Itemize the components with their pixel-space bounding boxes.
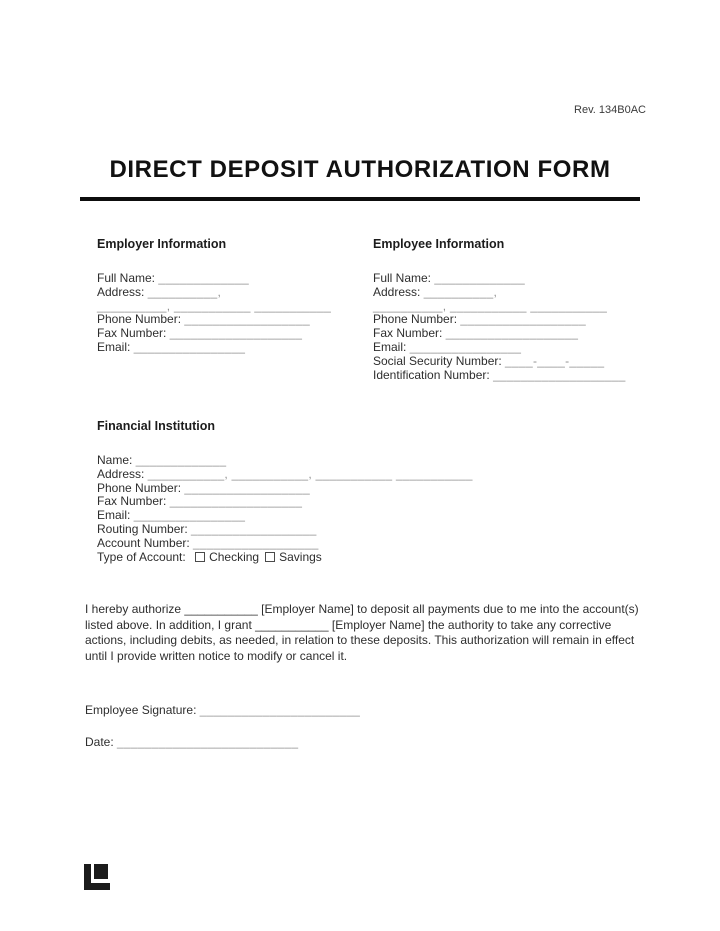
financial-institution-section xyxy=(97,419,642,564)
field-label: Address: xyxy=(97,466,148,481)
field-blank[interactable]: _____________ xyxy=(434,271,526,285)
field-row xyxy=(373,369,641,383)
field-label: Full Name: xyxy=(97,271,159,285)
field-row xyxy=(373,300,641,314)
field-label: Account Number: xyxy=(97,535,194,550)
field-blank[interactable]: __________________ xyxy=(193,535,319,550)
field-blank[interactable]: ________________ xyxy=(409,339,522,354)
field-row xyxy=(97,300,365,314)
field-blank[interactable]: __________________ xyxy=(460,312,586,327)
field-blank[interactable]: __________, ___________ ___________ xyxy=(373,298,608,313)
field-label: Type of Account: xyxy=(97,549,190,564)
date-label: Date: xyxy=(85,735,114,749)
field-row xyxy=(97,313,365,327)
employee-signature-label: Employee Signature: xyxy=(85,703,197,717)
field-row xyxy=(373,327,641,341)
field-label: Routing Number: xyxy=(97,521,192,536)
employee-fields xyxy=(373,272,641,382)
field-label: Full Name: xyxy=(373,271,435,285)
field-blank[interactable]: _____________ xyxy=(158,271,250,285)
field-row xyxy=(97,523,642,537)
field-row xyxy=(97,495,642,509)
field-blank[interactable]: __________, xyxy=(147,284,222,299)
field-label: Fax Number: xyxy=(373,326,446,341)
financial-fields xyxy=(97,454,642,564)
employer-section-heading: Employer Information xyxy=(97,237,227,251)
field-blank[interactable]: ___________________ xyxy=(445,326,579,341)
field-row xyxy=(97,509,642,523)
title-divider xyxy=(80,197,640,201)
field-label: Email: xyxy=(373,339,410,354)
field-label: Identification Number: xyxy=(373,367,494,382)
field-label: Name: xyxy=(97,453,136,467)
employee-signature-blank[interactable]: _______________________ xyxy=(199,703,361,717)
field-blank[interactable]: ________________ xyxy=(133,508,246,523)
revision-code: Rev. 134B0AC xyxy=(574,104,646,116)
logo-block xyxy=(94,864,108,879)
employee-signature-row xyxy=(85,703,360,717)
field-row xyxy=(97,327,365,341)
checkbox-label: Checking xyxy=(209,549,260,564)
authorization-paragraph: I hereby authorize ___________ [Employer Name] to deposit all payments due to me into the account(s) listed above. In addition, I grant ___________ [Employer Name] the authority to take any corrective actions, including debits, as needed, in relation to these deposits. This authorization will remain in effect until I provide written notice to modify or cancel it. xyxy=(85,602,639,663)
field-blank[interactable]: ___________, ___________, ___________ ___________ xyxy=(147,466,473,481)
checkbox-checking[interactable] xyxy=(195,552,205,562)
field-blank[interactable]: ___________________ xyxy=(493,367,626,382)
field-blank[interactable]: __________________ xyxy=(184,312,310,327)
field-label: Email: xyxy=(97,508,134,523)
field-row xyxy=(97,341,365,355)
employer-fields xyxy=(97,272,365,355)
logo-bottom-bar xyxy=(84,883,110,890)
field-label: Social Security Number: xyxy=(373,353,506,368)
field-row xyxy=(97,551,642,565)
field-blank[interactable]: ___________________ xyxy=(169,326,303,341)
field-label: Phone Number: xyxy=(97,480,185,495)
legal-templates-logo-icon xyxy=(84,864,110,890)
checkbox-label: Savings xyxy=(279,549,322,564)
field-label: Fax Number: xyxy=(97,326,170,341)
employee-information-section xyxy=(373,237,641,382)
date-row xyxy=(85,735,298,749)
field-label: Phone Number: xyxy=(97,312,185,327)
field-row xyxy=(373,286,641,300)
field-blank[interactable]: __________, ___________ ___________ xyxy=(97,298,332,313)
field-row xyxy=(97,482,642,496)
employee-section-heading: Employee Information xyxy=(373,237,505,251)
field-row xyxy=(373,272,641,286)
field-blank[interactable]: ________________ xyxy=(133,339,246,354)
financial-section-heading: Financial Institution xyxy=(97,419,216,433)
field-row xyxy=(97,468,642,482)
field-blank[interactable]: ___________________ xyxy=(169,494,303,509)
employer-information-section xyxy=(97,237,365,355)
field-row xyxy=(373,341,641,355)
field-row xyxy=(373,313,641,327)
field-label: Fax Number: xyxy=(97,494,170,509)
field-label: Phone Number: xyxy=(373,312,461,327)
field-label: Email: xyxy=(97,339,134,354)
field-blank[interactable]: _____________ xyxy=(135,453,227,467)
page-title: DIRECT DEPOSIT AUTHORIZATION FORM xyxy=(109,156,611,183)
checkbox-savings[interactable] xyxy=(265,552,275,562)
field-label: Address: xyxy=(97,284,148,299)
field-blank[interactable]: __________________ xyxy=(191,521,317,536)
date-blank[interactable]: __________________________ xyxy=(117,735,299,749)
field-row xyxy=(97,537,642,551)
field-label: Address: xyxy=(373,284,424,299)
field-blank[interactable]: __________________ xyxy=(184,480,310,495)
field-row xyxy=(97,286,365,300)
field-row xyxy=(373,355,641,369)
field-row xyxy=(97,272,365,286)
field-blank[interactable]: ____-____-_____ xyxy=(505,353,605,368)
field-blank[interactable]: __________, xyxy=(423,284,498,299)
field-row xyxy=(97,454,642,468)
